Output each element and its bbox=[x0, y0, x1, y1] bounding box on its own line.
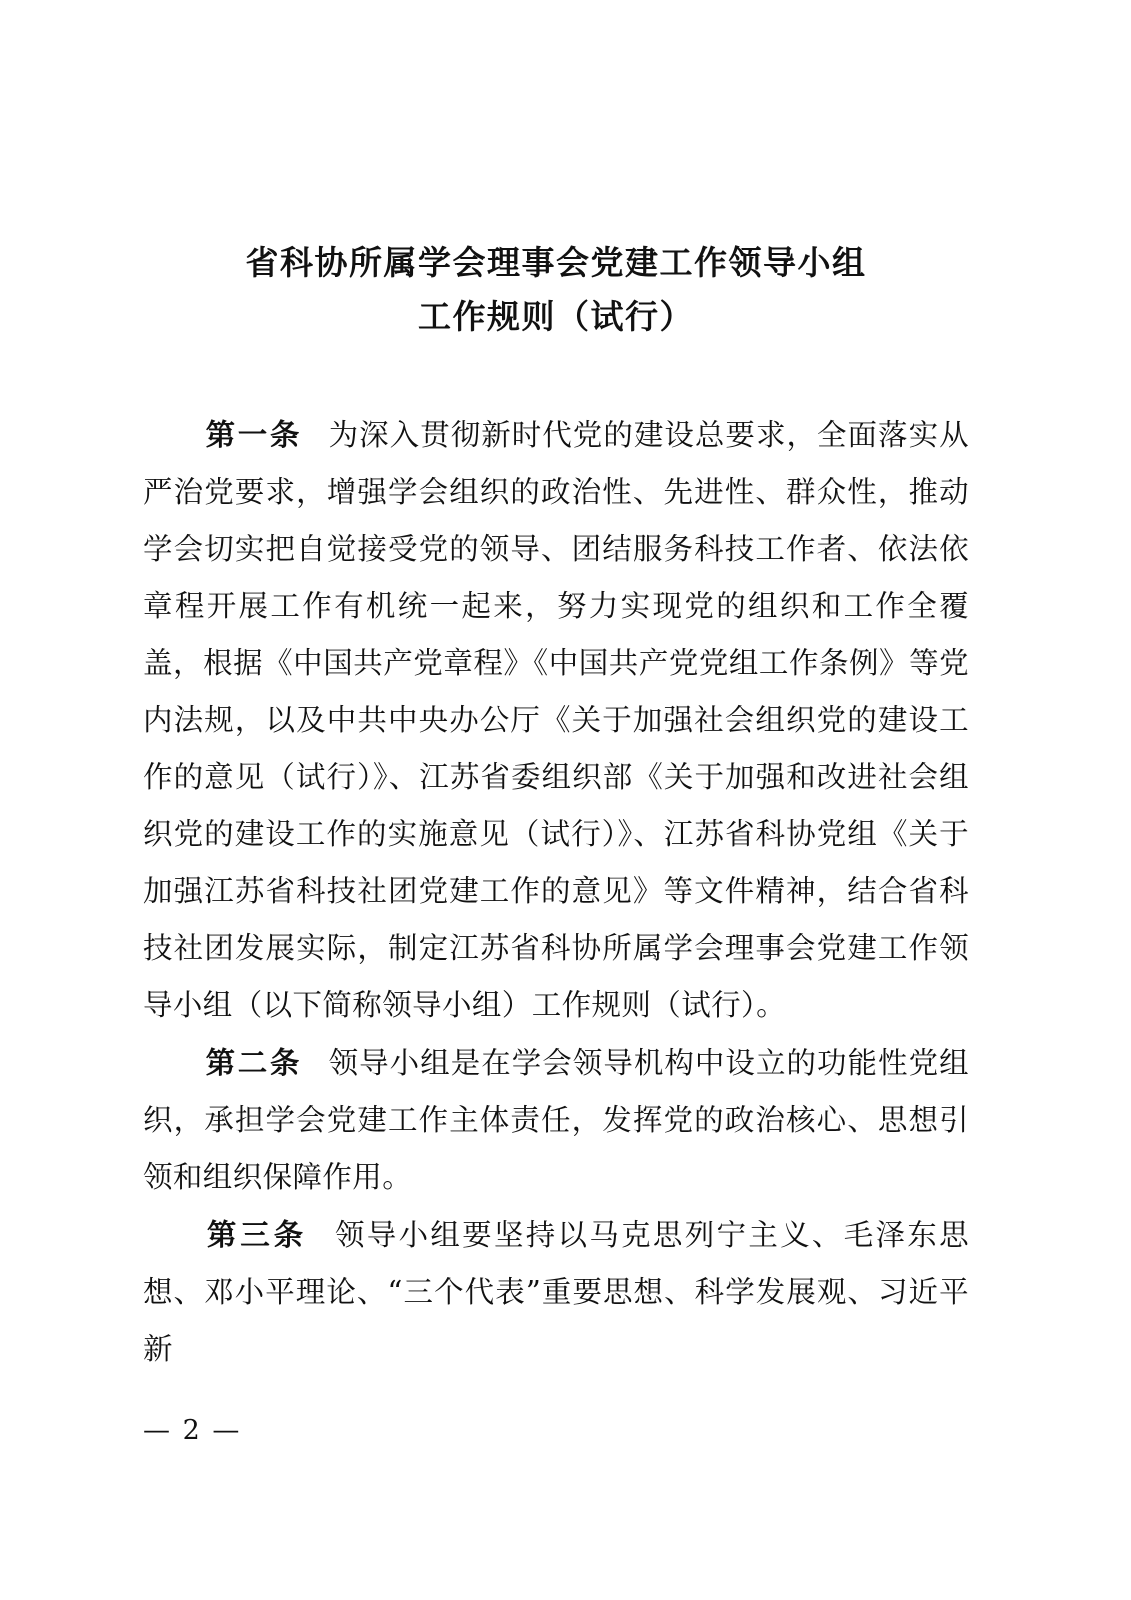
article-text-2: 领导小组是在学会领导机构中设立的功能性党组织，承担学会党建工作主体责任，发挥党的政治核心、思想引领和组织保障作用。 bbox=[143, 1046, 969, 1194]
article-paragraph-3 bbox=[143, 1206, 969, 1378]
footer-dash-right: — bbox=[212, 1415, 242, 1446]
article-lead-3: 第三条 bbox=[205, 1217, 308, 1252]
title-line-2: 工作规则（试行） bbox=[418, 297, 694, 336]
article-text-1: 为深入贯彻新时代党的建设总要求，全面落实从严治党要求，增强学会组织的政治性、先进性、群众性，推动学会切实把自觉接受党的领导、团结服务科技工作者、依法依章程开展工作有机统一起来，努力实现党的组织和工作全覆盖，根据《中国共产党章程》《中国共产党党组工作条例》等党内法规，以及中共中央办公厅《关于加强社会组织党的建设工作的意见（试行）》、江苏省委组织部《关于加强和改进社会组织党的建设工作的实施意见（试行）》、江苏省科协党组《关于加强江苏省科技社团党建工作的意见》等文件精神，结合省科技社团发展实际，制定江苏省科协所属学会理事会党建工作领导小组（以下简称领导小组）工作规则（试行）。 bbox=[143, 418, 969, 1022]
article-text-3: 领导小组要坚持以马克思列宁主义、毛泽东思想、邓小平理论、“三个代表”重要思想、科学发展观、习近平新 bbox=[143, 1218, 969, 1366]
title-line-1: 省科协所属学会理事会党建工作领导小组 bbox=[245, 243, 867, 282]
article-lead-2: 第二条 bbox=[205, 1045, 302, 1080]
article-paragraph-1 bbox=[143, 406, 969, 1034]
article-paragraph-2 bbox=[143, 1034, 969, 1206]
page-footer bbox=[143, 1415, 969, 1446]
document-title bbox=[143, 236, 969, 344]
page-number: 2 bbox=[182, 1415, 202, 1446]
footer-dash-left: — bbox=[143, 1415, 172, 1446]
document-body bbox=[143, 236, 969, 1378]
article-lead-1: 第一条 bbox=[205, 417, 302, 452]
